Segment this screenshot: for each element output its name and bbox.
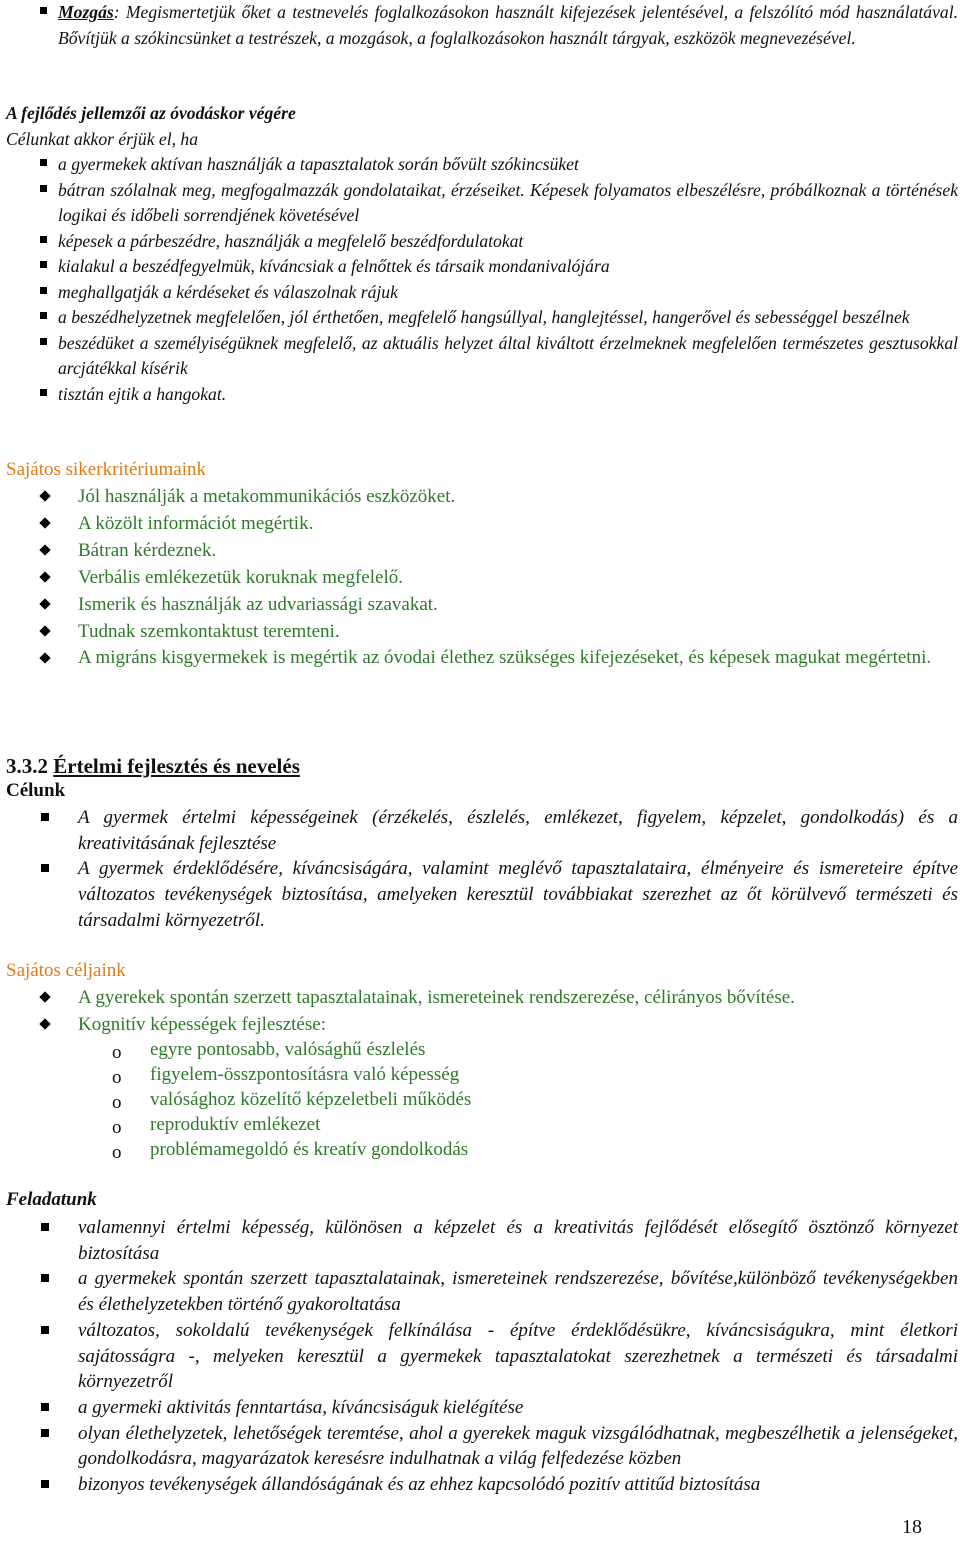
list-item (0, 1087, 958, 1112)
item-text: Bátran kérdeznek. (78, 540, 217, 561)
item-text: változatos, sokoldalú tevékenységek felkínálása - építve érdeklődésükre, kíváncsiságukra, mint életkori sajátosságra -, melyeken keresztül a gyermekek tapasztalatokat szerezhetnek a természeti és társadalmi környezetről (78, 1319, 958, 1393)
item-text: A gyerekek spontán szerzett tapasztalatainak, ismereteinek rendszerezése, célirányos bővítése. (78, 987, 795, 1008)
list-item (0, 1395, 958, 1421)
square-bullet-icon (41, 864, 49, 872)
diamond-bullet-icon (39, 652, 50, 663)
section-number: 3.3.2 (6, 754, 48, 778)
item-text: : Megismertetjük őket a testnevelés foglalkozásokon használt kifejezések jelentésével, a felszólító mód használatával. Bővítjük a szókincsünket a testrészek, a mozgások, a foglalkozásokon használt tárgyak, eszközök megnevezésével. (58, 2, 958, 48)
square-bullet-icon (41, 1223, 49, 1231)
list-item (0, 856, 958, 933)
item-text: Kognitív képességek fejlesztése: (78, 1014, 326, 1035)
list-item (6, 382, 958, 408)
square-bullet-icon (41, 1326, 49, 1334)
circle-bullet-icon: o (112, 1142, 122, 1163)
square-bullet-icon (41, 813, 49, 821)
square-bullet-icon (40, 7, 47, 14)
diamond-bullet-icon (39, 991, 50, 1002)
item-text: olyan élethelyzetek, lehetőségek teremtése, ahol a gyerekek maguk vizsgálódhatnak, megbeszélhetik a jelenségeket, gondolkodásra, magyarázatok keresésre indulhatnak a világ felfedezése közben (78, 1422, 958, 1470)
list-item (6, 229, 958, 255)
diamond-bullet-icon (39, 598, 50, 609)
item-text: A gyermek érdeklődésére, kíváncsiságára, valamint meglévő tapasztalataira, élményeire és ismereteire építve változatos tevékenységek biztosítása, amelyeken keresztül továbbiakat szerezhet az őt körülvevő természeti és társadalmi környezetről. (78, 858, 958, 931)
square-bullet-icon (41, 1274, 49, 1282)
item-text: valamennyi értelmi képesség, különösen a képzelet és a kreativitás fejlődését elősegítő ösztönző környezet biztosítása (78, 1217, 958, 1264)
square-bullet-icon (40, 261, 47, 268)
item-text: meghallgatják a kérdéseket és válaszolnak rájuk (58, 281, 398, 302)
item-text: valósághoz közelítő képzeletbeli működés (150, 1089, 472, 1110)
diamond-bullet-icon (39, 571, 50, 582)
tasks-list (0, 1215, 958, 1498)
list-item (0, 537, 958, 564)
list-item (0, 1318, 958, 1395)
square-bullet-icon (41, 1429, 49, 1437)
square-bullet-icon (41, 1403, 49, 1411)
development-section (6, 101, 958, 407)
item-text: figyelem-összpontosításra való képesség (150, 1064, 460, 1085)
list-item (0, 805, 958, 856)
goal-heading: Célunk (6, 780, 66, 801)
item-text: A közölt információt megértik. (78, 513, 314, 534)
list-item (0, 645, 958, 671)
criteria-heading: Sajátos sikerkritériumaink (6, 459, 206, 480)
diamond-bullet-icon (39, 1018, 50, 1029)
item-text: tisztán ejtik a hangokat. (58, 383, 227, 404)
section-name: Értelmi fejlesztés és nevelés (53, 754, 300, 778)
item-text: bizonyos tevékenységek állandóságának és az ehhez kapcsolódó pozitív attitűd biztosítása (78, 1474, 761, 1496)
item-text: a gyermekek aktívan használják a tapasztalatok során bővült szókincsüket (58, 154, 579, 174)
item-text: a gyermekek spontán szerzett tapasztalatainak, ismereteinek rendszerezése, bővítése,különböző tevékenységekben és élethelyzetekben történő gyakoroltatása (78, 1268, 958, 1316)
diamond-bullet-icon (39, 490, 50, 501)
section-heading: A fejlődés jellemzői az óvodáskor végére (6, 103, 296, 123)
item-text: képesek a párbeszédre, használják a megfelelő beszédfordulatokat (58, 230, 524, 251)
list-item (0, 591, 958, 618)
list-item (0, 1062, 958, 1087)
circle-bullet-icon: o (112, 1042, 122, 1063)
criteria-list (0, 483, 958, 671)
list-item (0, 1011, 958, 1038)
diamond-bullet-icon (39, 625, 50, 636)
list-item (6, 331, 958, 382)
list-item (0, 1112, 958, 1137)
item-text: kialakul a beszédfegyelmük, kíváncsiak a felnőttek és társaik mondanivalójára (58, 256, 610, 276)
page-number: 18 (902, 1516, 922, 1538)
item-text: egyre pontosabb, valósághű észlelés (150, 1039, 426, 1060)
circle-bullet-icon: o (112, 1092, 122, 1113)
circle-bullet-icon: o (112, 1117, 122, 1138)
diamond-bullet-icon (39, 544, 50, 555)
item-text: reproduktív emlékezet (150, 1114, 321, 1135)
item-text: Jól használják a metakommunikációs eszközöket. (78, 486, 456, 507)
list-item (6, 152, 958, 178)
list-item (0, 1215, 958, 1266)
item-text: beszédüket a személyiségüknek megfelelő, az aktuális helyzet által kiváltott érzelmeknek megfelelően természetes gesztusokkal arcjátékkal kísérik (58, 332, 958, 378)
list-item (0, 1421, 958, 1472)
list-item (0, 1472, 958, 1498)
item-text: problémamegoldó és kreatív gondolkodás (150, 1139, 469, 1160)
aims-heading: Sajátos céljaink (6, 960, 126, 981)
square-bullet-icon (40, 236, 47, 243)
list-item (6, 280, 958, 306)
list-item (0, 0, 958, 51)
item-text: Verbális emlékezetük koruknak megfelelő. (78, 567, 403, 588)
square-bullet-icon (40, 312, 47, 319)
list-item (0, 1137, 958, 1162)
square-bullet-icon (40, 185, 47, 192)
tasks-heading: Feladatunk (6, 1189, 97, 1210)
item-text: Tudnak szemkontaktust teremteni. (78, 621, 340, 642)
item-text: bátran szólalnak meg, megfogalmazzák gondolataikat, érzéseiket. Képesek folyamatos elbeszélésre, próbálkoznak a történések logikai és időbeli sorrendjének követésével (58, 179, 958, 225)
square-bullet-icon (40, 159, 47, 166)
item-text: A migráns kisgyermekek is megértik az óvodai élethez szükséges kifejezéseket, és képesek magukat megértetni. (78, 647, 932, 668)
goal-list (0, 805, 958, 934)
top-list (0, 0, 958, 51)
list-item (0, 1266, 958, 1317)
aims-list (0, 984, 958, 1038)
list-item (6, 254, 958, 280)
square-bullet-icon (40, 338, 47, 345)
square-bullet-icon (40, 287, 47, 294)
list-item (0, 510, 958, 537)
item-text: a gyermeki aktivitás fenntartása, kíváncsiságuk kielégítése (78, 1396, 524, 1418)
item-text: Ismerik és használják az udvariassági szavakat. (78, 594, 438, 615)
square-bullet-icon (40, 389, 47, 396)
item-text: a beszédhelyzetnek megfelelően, jól érthetően, megfelelő hangsúllyal, hanglejtéssel, hangerővel és sebességgel beszélnek (58, 307, 910, 327)
list-item (6, 178, 958, 229)
list-item (0, 984, 958, 1011)
section-title (6, 754, 300, 779)
item-lead: Mozgás (58, 2, 114, 22)
list-item (0, 483, 958, 510)
list-item (6, 305, 958, 331)
section-intro: Célunkat akkor érjük el, ha (6, 128, 199, 149)
list-item (0, 1037, 958, 1062)
item-text: A gyermek értelmi képességeinek (érzékelés, észlelés, emlékezet, figyelem, képzelet, gondolkodás) és a kreativitásának fejlesztése (78, 807, 958, 854)
diamond-bullet-icon (39, 517, 50, 528)
aims-sublist (0, 1037, 958, 1162)
list-item (0, 618, 958, 645)
list-item (0, 564, 958, 591)
square-bullet-icon (41, 1480, 49, 1488)
circle-bullet-icon: o (112, 1067, 122, 1088)
